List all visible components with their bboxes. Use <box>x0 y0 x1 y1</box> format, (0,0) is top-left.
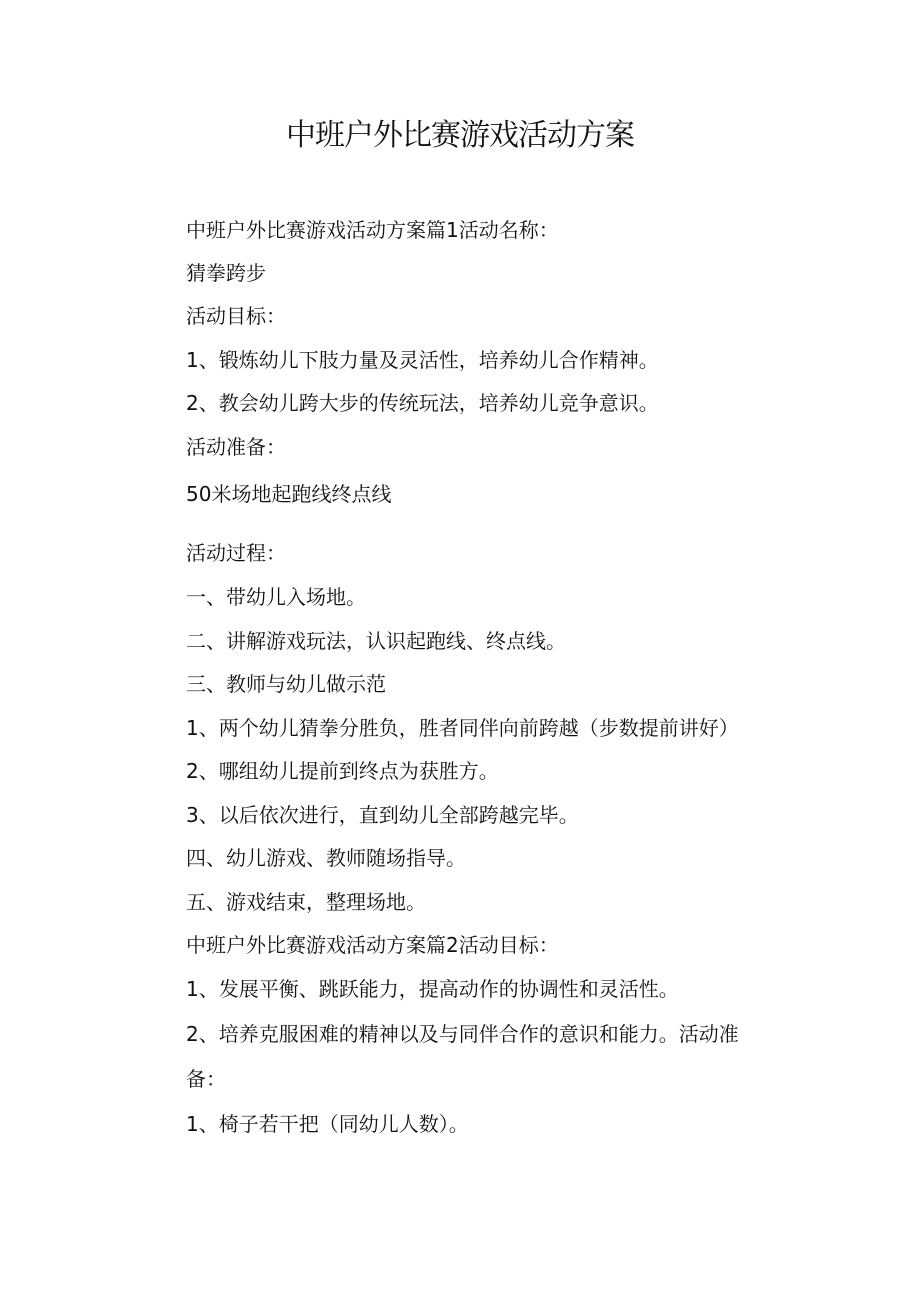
paragraph-line: 备： <box>186 1067 226 1091</box>
paragraph-line: 1、两个幼儿猜拳分胜负，胜者同伴向前跨越（步数提前讲好） <box>186 716 739 740</box>
paragraph-line: 一、带幼儿入场地。 <box>186 585 366 609</box>
paragraph-line: 活动目标： <box>186 304 286 328</box>
paragraph-line: 猜拳跨步 <box>186 261 266 285</box>
document-title: 中班户外比赛游戏活动方案 <box>286 118 634 153</box>
section-heading-1: 中班户外比赛游戏活动方案篇1活动名称： <box>186 218 559 242</box>
paragraph-line: 二、讲解游戏玩法，认识起跑线、终点线。 <box>186 629 566 653</box>
paragraph-line: 五、游戏结束，整理场地。 <box>186 890 426 914</box>
paragraph-line: 2、哪组幼儿提前到终点为获胜方。 <box>186 759 499 783</box>
paragraph-line: 1、锻炼幼儿下肢力量及灵活性，培养幼儿合作精神。 <box>186 348 659 372</box>
paragraph-line: 1、椅子若干把（同幼儿人数）。 <box>186 1112 469 1136</box>
paragraph-line: 活动准备： <box>186 435 286 459</box>
paragraph-line: 四、幼儿游戏、教师随场指导。 <box>186 846 466 870</box>
paragraph-line: 2、教会幼儿跨大步的传统玩法，培养幼儿竞争意识。 <box>186 391 659 415</box>
paragraph-line: 三、教师与幼儿做示范 <box>186 672 386 696</box>
paragraph-line: 活动过程： <box>186 541 286 565</box>
paragraph-line: 3、以后依次进行，直到幼儿全部跨越完毕。 <box>186 803 579 827</box>
paragraph-line: 50米场地起跑线终点线 <box>186 482 392 506</box>
paragraph-line: 1、发展平衡、跳跃能力，提高动作的协调性和灵活性。 <box>186 977 679 1001</box>
paragraph-line: 2、培养克服困难的精神以及与同伴合作的意识和能力。活动准 <box>186 1022 739 1046</box>
section-heading-2: 中班户外比赛游戏活动方案篇2活动目标： <box>186 933 559 957</box>
